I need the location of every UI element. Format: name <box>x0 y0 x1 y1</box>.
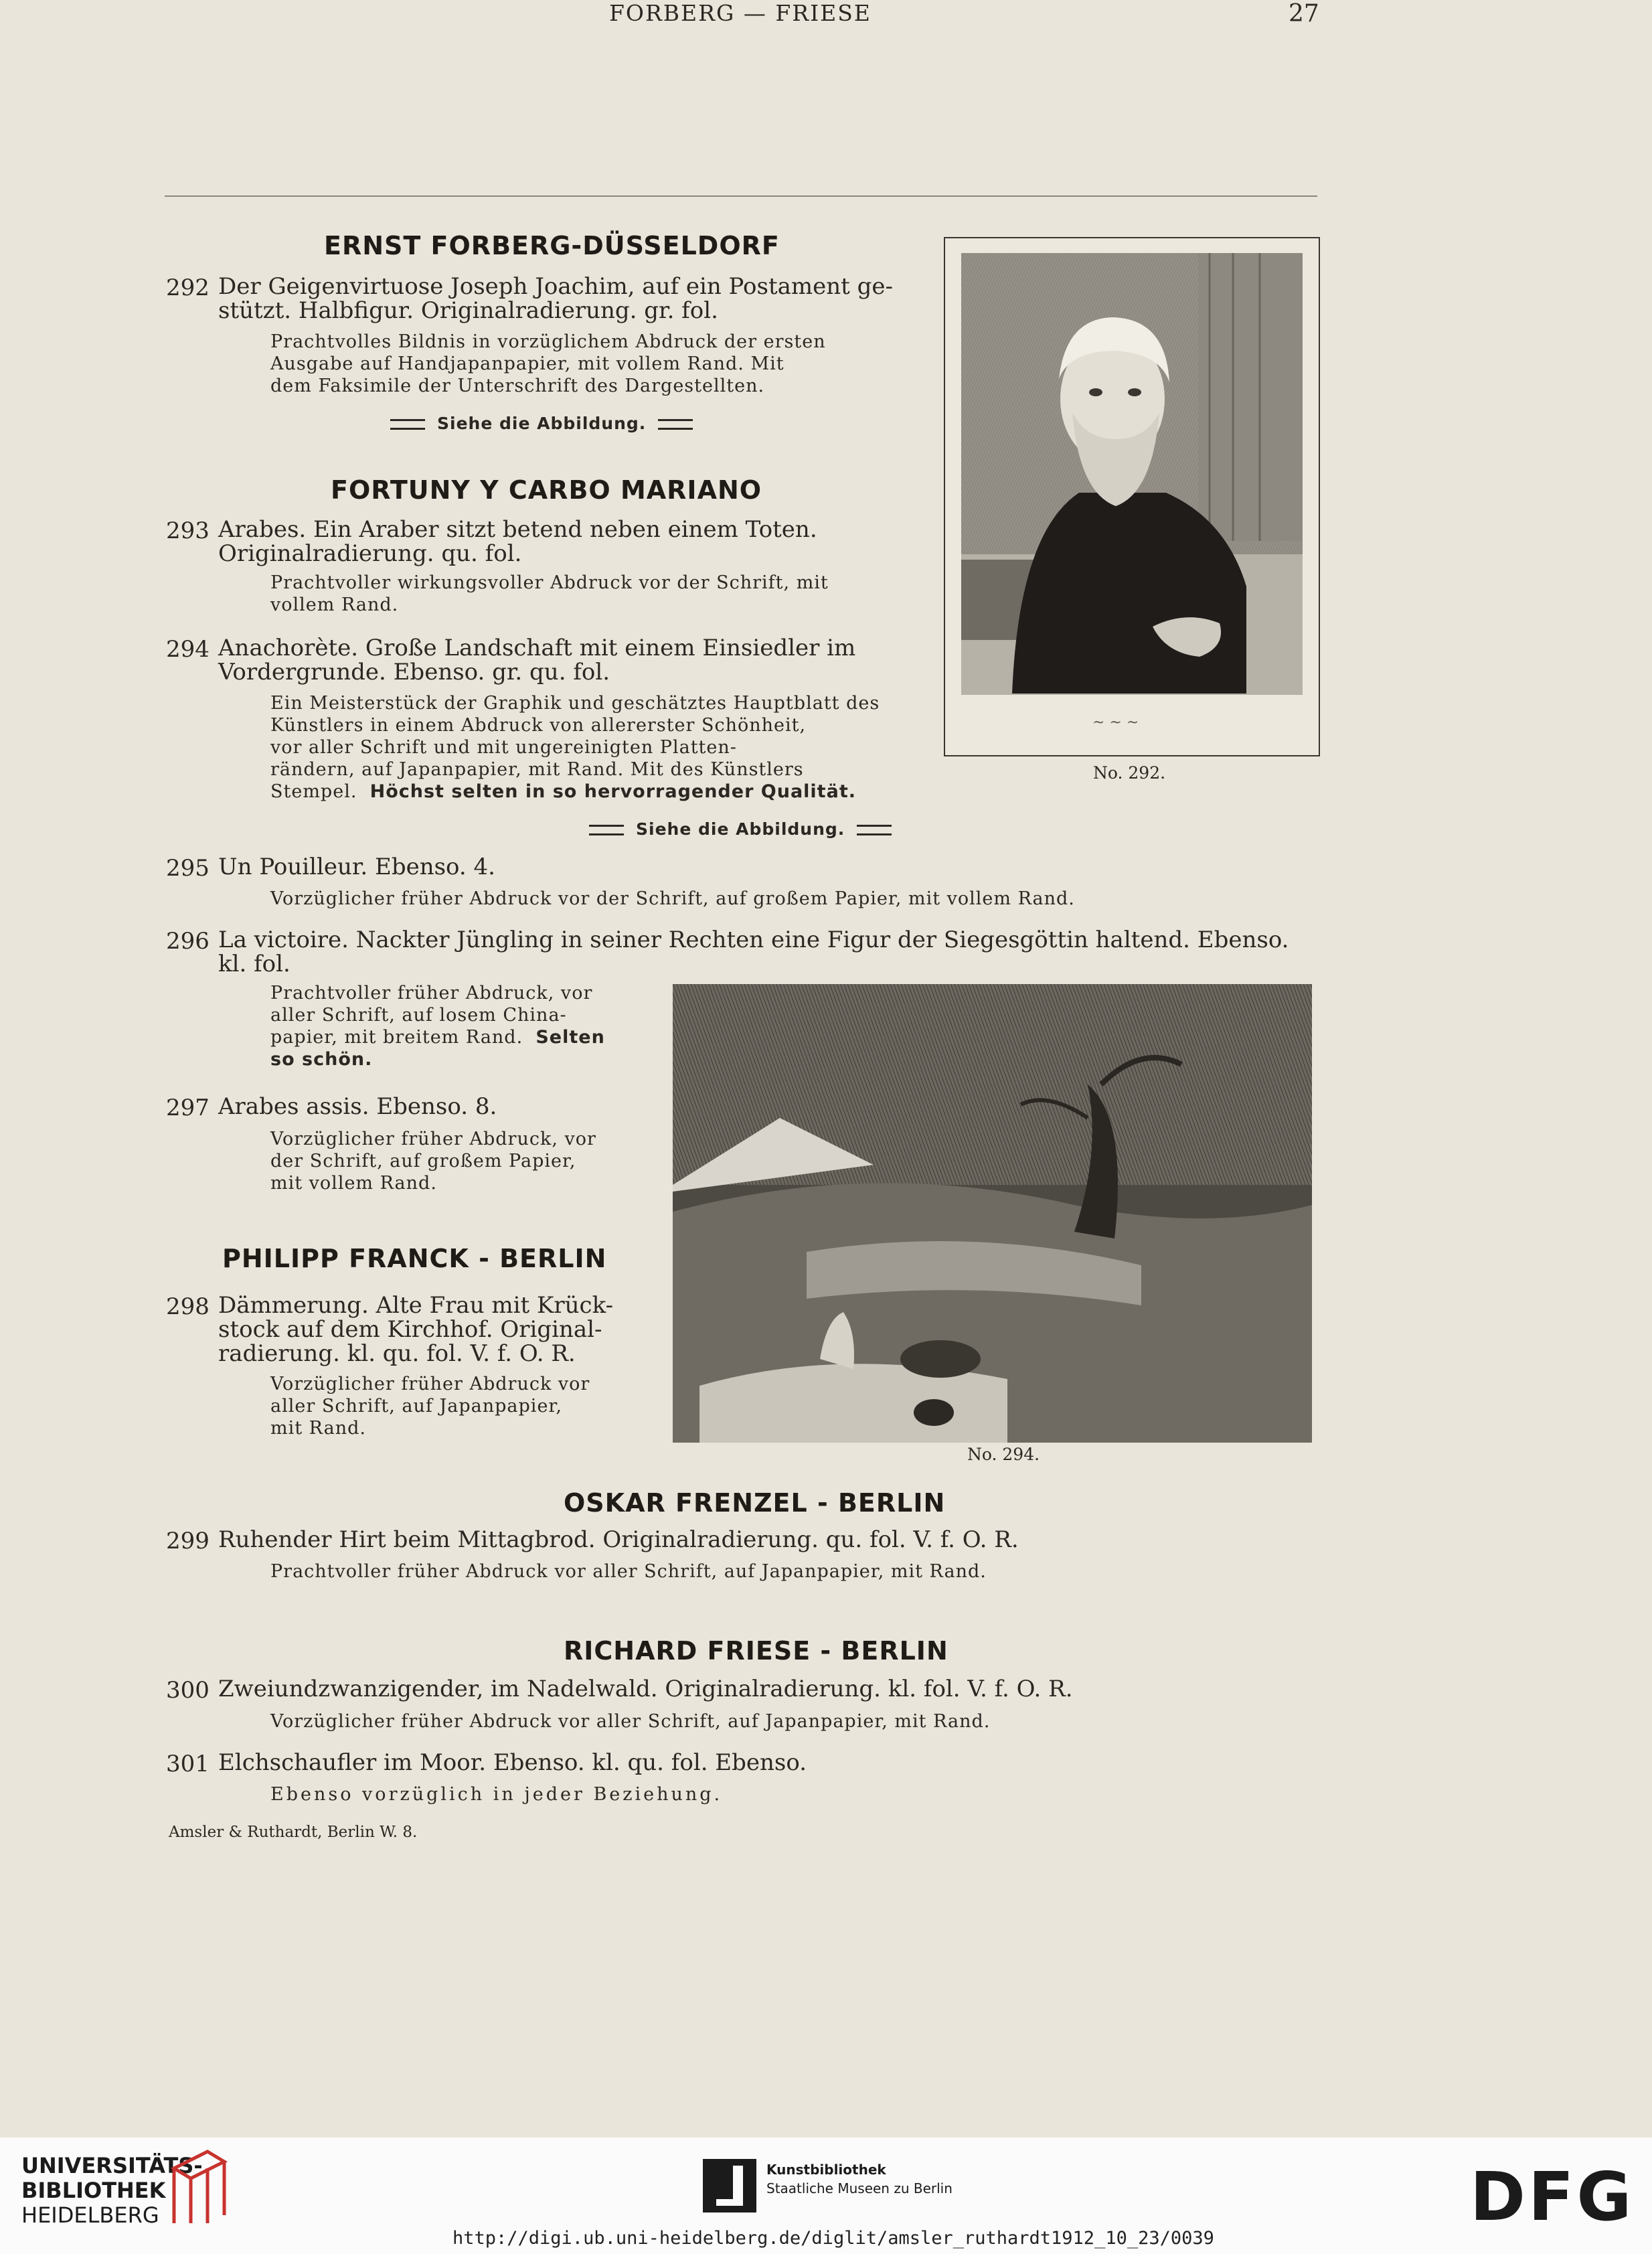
lot-301-title: Elchschaufler im Moor. Ebenso. kl. qu. fol. Ebenso. <box>218 1749 807 1776</box>
signature-facsimile: ~ ~ ~ <box>1092 714 1139 731</box>
kunstbibliothek-logo-icon <box>703 2159 756 2212</box>
dfg-logo: DFG <box>1470 2158 1635 2236</box>
caption-plate2: No. 294. <box>967 1445 1040 1464</box>
lot-296-note4: so schön. <box>270 1049 373 1070</box>
lot-296-line1: La victoire. Nackter Jüngling in seiner Rechten eine Figur der Siegesgöttin haltend. Ebenso. <box>218 927 1289 953</box>
artist-heading-forberg: ERNST FORBERG-DÜSSELDORF <box>324 231 780 260</box>
heidelberg-logo-icon <box>167 2148 228 2227</box>
lot-294-note <box>270 692 913 803</box>
lot-number-297: 297 <box>166 1095 210 1121</box>
lot-293-line1: Arabes. Ein Araber sitzt betend neben einem Toten. <box>218 516 817 543</box>
lot-300-note: Vorzüglicher früher Abdruck vor aller Schrift, auf Japanpapier, mit Rand. <box>270 1711 991 1732</box>
see-illustration-294 <box>577 819 904 839</box>
lot-296-note3a: papier, mit breitem Rand. <box>270 1027 523 1048</box>
kunstbib-line2: Staatliche Museen zu Berlin <box>766 2180 953 2196</box>
lot-292-note2: Ausgabe auf Handjapanpapier, mit vollem Rand. Mit <box>270 353 784 374</box>
lot-296-note <box>270 982 645 1070</box>
artist-heading-fortuny: FORTUNY Y CARBO MARIANO <box>331 475 762 505</box>
lot-number-301: 301 <box>166 1751 210 1777</box>
lot-297-note <box>270 1128 645 1194</box>
lot-292-note1: Prachtvolles Bildnis in vorzüglichem Abdruck der ersten <box>270 331 826 352</box>
head-rule <box>165 195 1317 197</box>
lot-296-note1: Prachtvoller früher Abdruck, vor <box>270 983 593 1003</box>
lot-number-295: 295 <box>166 855 210 882</box>
lot-293-note <box>270 572 900 616</box>
kunstbib-line1: Kunstbibliothek <box>766 2162 886 2178</box>
lot-298-note3: mit Rand. <box>270 1418 366 1439</box>
lot-292-note <box>270 331 900 397</box>
lot-number-298: 298 <box>166 1293 210 1320</box>
artist-heading-friese: RICHARD FRIESE - BERLIN <box>564 1636 948 1666</box>
lot-301-note: Ebenso vorzüglich in jeder Beziehung. <box>270 1784 723 1805</box>
lot-number-293: 293 <box>166 517 210 544</box>
kunstbibliothek-logo-text <box>766 2160 953 2198</box>
lot-297-note3: mit vollem Rand. <box>270 1173 437 1194</box>
landscape-plate <box>673 984 1312 1443</box>
lot-number-294: 294 <box>166 636 210 663</box>
double-rule-right <box>658 419 693 430</box>
lot-293-note2: vollem Rand. <box>270 594 399 615</box>
lot-298-note2: aller Schrift, auf Japanpapier, <box>270 1396 562 1417</box>
lot-294-note1: Ein Meisterstück der Graphik und geschätztes Hauptblatt des <box>270 693 880 714</box>
lot-294-note4: rändern, auf Japanpapier, mit Rand. Mit des Künstlers <box>270 759 804 780</box>
heidelberg-line1: UNIVERSITÄTS- <box>21 2153 203 2178</box>
lot-300-title: Zweiundzwanzigender, im Nadelwald. Originalradierung. kl. fol. V. f. O. R. <box>218 1676 1073 1702</box>
lot-296-note2: aller Schrift, auf losem China- <box>270 1005 567 1026</box>
printer-imprint: Amsler & Ruthardt, Berlin W. 8. <box>169 1824 418 1841</box>
page-number: 27 <box>1289 0 1319 27</box>
lot-number-296: 296 <box>166 928 210 955</box>
source-url[interactable]: http://digi.ub.uni-heidelberg.de/diglit/amsler_ruthardt1912_10_23/0039 <box>452 2228 1214 2249</box>
lot-298-note1: Vorzüglicher früher Abdruck vor <box>270 1374 590 1394</box>
lot-number-299: 299 <box>166 1528 210 1554</box>
lot-298-line3: radierung. kl. qu. fol. V. f. O. R. <box>218 1340 576 1367</box>
lot-294-title <box>218 636 908 684</box>
caption-plate1: No. 292. <box>1093 763 1166 783</box>
lot-294-note2: Künstlers in einem Abdruck von allererster Schönheit, <box>270 715 807 736</box>
lot-298-line1: Dämmerung. Alte Frau mit Krück- <box>218 1292 614 1319</box>
artist-heading-franck: PHILIPP FRANCK - BERLIN <box>222 1244 607 1273</box>
lot-292-note3: dem Faksimile der Unterschrift des Dargestellten. <box>270 376 765 396</box>
see-illustration-292-text: Siehe die Abbildung. <box>437 414 647 433</box>
see-illustration-294-text: Siehe die Abbildung. <box>636 819 845 839</box>
lot-296-line2: kl. fol. <box>218 951 291 977</box>
lot-292-line2: stützt. Halbfigur. Originalradierung. gr. fol. <box>218 297 718 324</box>
lot-297-note2: der Schrift, auf großem Papier, <box>270 1151 576 1172</box>
double-rule-right <box>857 825 892 835</box>
landscape-etching <box>673 984 1312 1443</box>
portrait-etching <box>945 238 1319 755</box>
lot-296-title <box>218 928 1316 976</box>
lot-294-note5a: Stempel. <box>270 781 357 802</box>
lot-292-title <box>218 274 908 323</box>
lot-295-title: Un Pouilleur. Ebenso. 4. <box>218 854 495 880</box>
lot-297-title: Arabes assis. Ebenso. 8. <box>218 1093 497 1120</box>
lot-298-title <box>218 1293 660 1366</box>
lot-293-note1: Prachtvoller wirkungsvoller Abdruck vor der Schrift, mit <box>270 572 829 593</box>
double-rule-left <box>589 825 624 835</box>
heidelberg-line2: BIBLIOTHEK <box>21 2178 166 2203</box>
artist-heading-frenzel: OSKAR FRENZEL - BERLIN <box>564 1488 946 1518</box>
lot-295-note: Vorzüglicher früher Abdruck vor der Schrift, auf großem Papier, mit vollem Rand. <box>270 888 1075 909</box>
lot-299-title: Ruhender Hirt beim Mittagbrod. Originalradierung. qu. fol. V. f. O. R. <box>218 1526 1019 1553</box>
lot-296-note3 <box>270 1026 645 1048</box>
lot-292-line1: Der Geigenvirtuose Joseph Joachim, auf ein Postament ge- <box>218 273 894 300</box>
lot-299-note: Prachtvoller früher Abdruck vor aller Schrift, auf Japanpapier, mit Rand. <box>270 1561 987 1582</box>
lot-293-title <box>218 517 908 566</box>
lot-number-292: 292 <box>166 274 210 301</box>
portrait-plate <box>944 237 1320 756</box>
lot-298-line2: stock auf dem Kirchhof. Original- <box>218 1316 602 1343</box>
lot-296-note3b: Selten <box>535 1027 605 1048</box>
lot-294-note5b: Höchst selten in so hervorragender Qualität. <box>369 781 856 802</box>
running-head-title: FORBERG — FRIESE <box>609 0 872 26</box>
lot-293-line2: Originalradierung. qu. fol. <box>218 540 522 567</box>
lot-294-line1: Anachorète. Große Landschaft mit einem Einsiedler im <box>218 635 856 661</box>
lot-298-note <box>270 1373 645 1439</box>
see-illustration-292 <box>378 414 705 433</box>
heidelberg-line3: HEIDELBERG <box>21 2202 159 2228</box>
lot-294-line2: Vordergrunde. Ebenso. gr. qu. fol. <box>218 659 610 686</box>
lot-number-300: 300 <box>166 1677 210 1704</box>
running-head <box>0 0 1652 33</box>
lot-294-note5 <box>270 781 913 803</box>
lot-297-note1: Vorzüglicher früher Abdruck, vor <box>270 1129 596 1149</box>
double-rule-left <box>390 419 425 430</box>
lot-294-note3: vor aller Schrift und mit ungereinigten Platten- <box>270 737 737 758</box>
